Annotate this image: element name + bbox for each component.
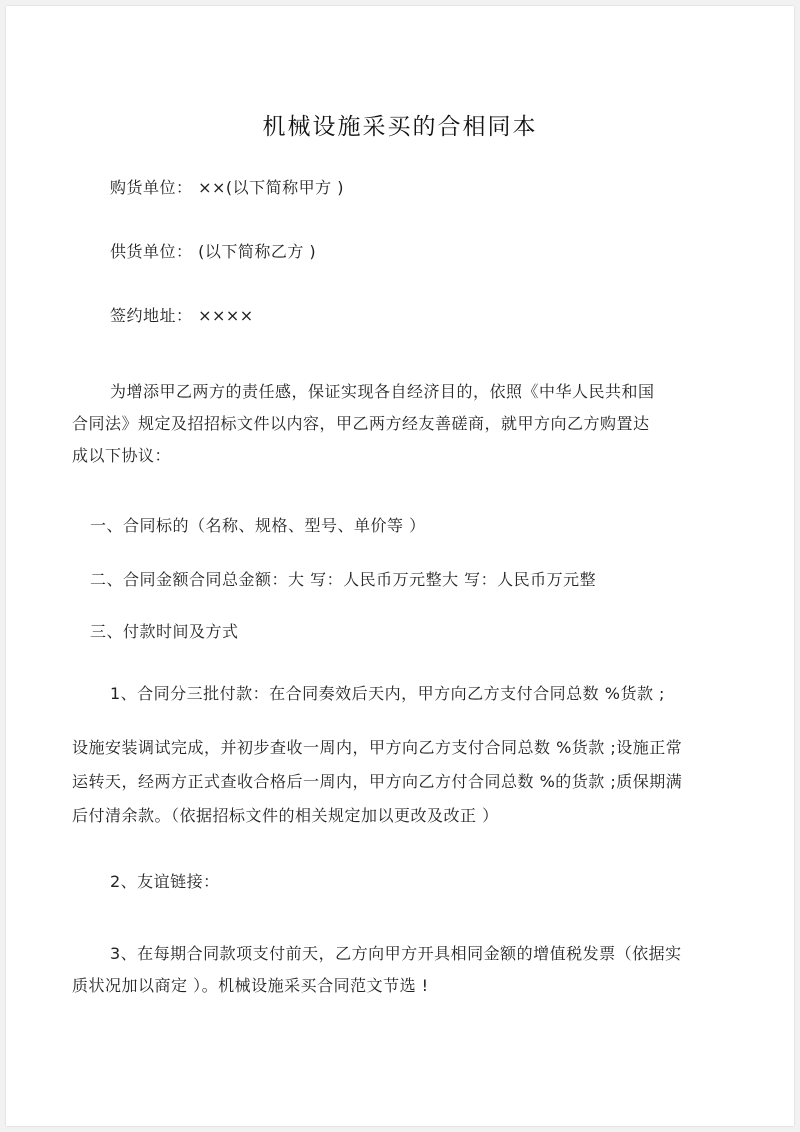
document-page [6,6,794,1126]
location-line: 签约地址： ×××× [110,306,254,325]
item-3-line-2: 质状况加以商定 ）。机械设施采买合同范文节选 ! [72,976,429,995]
payment-line-2: 设施安装调试完成，并初步查收一周内，甲方向乙方支付合同总数 %货款 ;设施正常 [72,738,683,757]
item-2-heading: 2、友谊链接： [110,872,220,891]
payment-line-3: 运转天，经两方正式查收合格后一周内，甲方向乙方付合同总数 %的货款 ;质保期满 [72,772,683,791]
buyer-line: 购货单位： ××(以下简称甲方 ) [110,178,344,197]
document-title: 机械设施采买的合相同本 [262,114,538,140]
section-2-heading: 二、合同金额合同总金额：大 写：人民币万元整大 写：人民币万元整 [90,570,597,589]
item-3-line-1: 3、在每期合同款项支付前天，乙方向甲方开具相同金额的增值税发票（依据实 [110,944,682,963]
intro-line-3: 成以下协议： [72,446,172,465]
intro-line-2: 合同法》规定及招招标文件以内容，甲乙两方经友善磋商，就甲方向乙方购置达 [72,414,650,433]
payment-line-1: 1、合同分三批付款：在合同奏效后天内，甲方向乙方支付合同总数 %货款 ; [110,684,665,703]
section-1-heading: 一、合同标的（名称、规格、型号、单价等 ） [90,516,426,535]
intro-line-1: 为增添甲乙两方的责任感，保证实现各自经济目的，依照《中华人民共和国 [110,382,655,401]
supplier-line: 供货单位： (以下简称乙方 ) [110,242,317,261]
payment-line-4: 后付清余款。（依据招标文件的相关规定加以更改及改正 ） [72,806,499,825]
section-3-heading: 三、付款时间及方式 [90,622,239,641]
